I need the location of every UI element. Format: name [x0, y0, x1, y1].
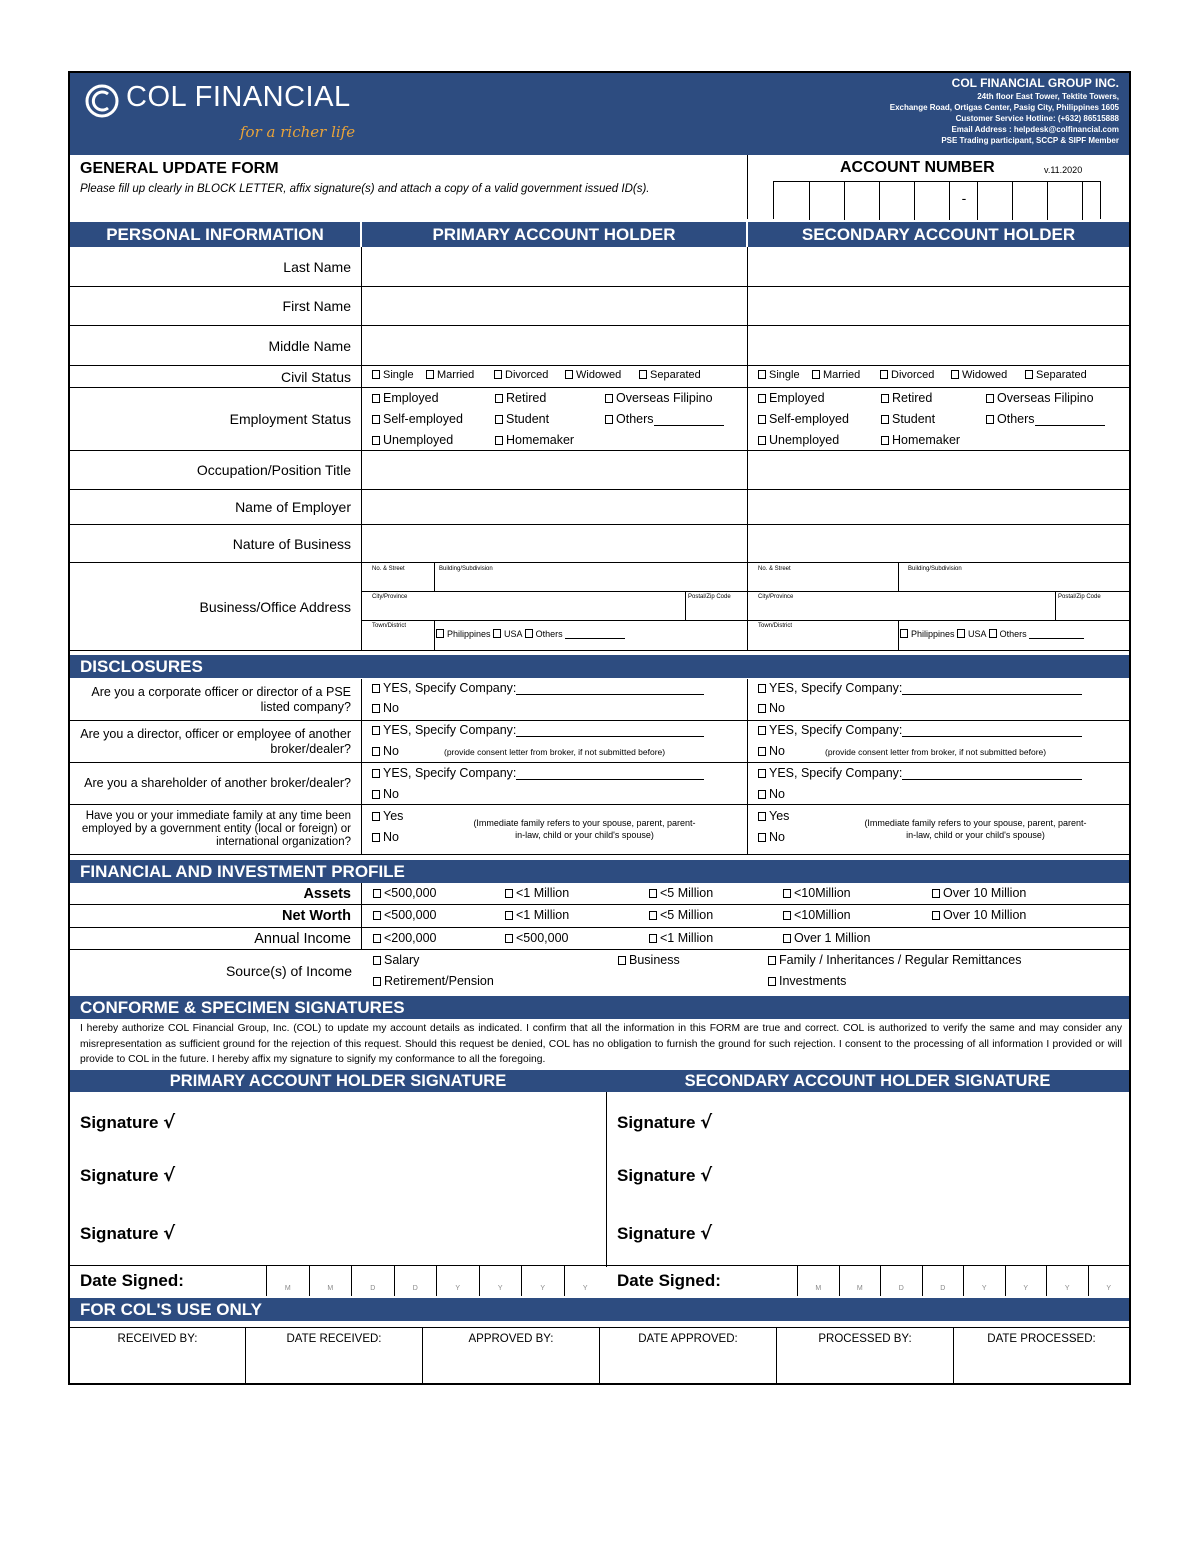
checkbox-retired[interactable]: Retired [495, 391, 546, 405]
date-processed-label: DATE PROCESSED: [987, 1333, 1096, 1345]
postal-caption: Postal/Zip Code [688, 594, 731, 600]
approved-by-label: APPROVED BY: [468, 1333, 554, 1345]
town-caption: Town/District [758, 623, 793, 629]
checkbox-employed[interactable]: Employed [758, 391, 825, 405]
country-options: Philippines USA Others [436, 629, 625, 639]
checkbox-retired[interactable]: Retired [881, 391, 932, 405]
checkbox-networth-1m[interactable]: <1 Million [505, 908, 569, 922]
date-box-d[interactable]: D [922, 1266, 964, 1296]
checkbox-networth-10m[interactable]: <10Million [783, 908, 851, 922]
date-box-m[interactable]: M [309, 1266, 352, 1296]
personal-info-header [70, 222, 1129, 247]
civil-status-row [70, 366, 1129, 388]
checkbox-unemployed[interactable]: Unemployed [372, 433, 453, 447]
date-box-y[interactable]: Y [436, 1266, 479, 1296]
checkbox-no[interactable]: No [758, 744, 785, 758]
processed-by-label: PROCESSED BY: [818, 1333, 912, 1345]
secondary-first-name-field[interactable] [748, 287, 1129, 325]
checkbox-income-1m[interactable]: <1 Million [649, 931, 713, 945]
primary-civil-status [362, 366, 748, 387]
checkbox-yes-specify[interactable]: YES, Specify Company: [372, 766, 704, 780]
secondary-signature-2[interactable]: Signature √ [617, 1165, 713, 1186]
form-instructions: Please fill up clearly in BLOCK LETTER, affix signature(s) and attach a copy of a valid government issued ID(s). [80, 183, 650, 195]
account-number-label: ACCOUNT NUMBER [840, 159, 995, 176]
employer-label: Name of Employer [70, 490, 362, 524]
primary-date-boxes[interactable] [266, 1266, 606, 1296]
last-name-label: Last Name [70, 247, 362, 286]
disclosure-q1-row [70, 679, 1129, 721]
check-icon: √ [163, 1165, 176, 1186]
secondary-q4 [748, 805, 1129, 854]
date-box-y[interactable]: Y [479, 1266, 522, 1296]
check-icon: √ [700, 1223, 713, 1244]
checkbox-assets-5m[interactable]: <5 Million [649, 886, 713, 900]
city-caption: City/Province [758, 594, 794, 600]
checkbox-separated[interactable]: Separated [1025, 369, 1087, 381]
checkbox-homemaker[interactable]: Homemaker [495, 433, 574, 447]
employer-row [70, 490, 1129, 525]
checkbox-others-country[interactable] [525, 629, 533, 638]
street-caption: No. & Street [372, 566, 405, 572]
checkbox-yes[interactable]: Yes [372, 809, 403, 823]
check-icon: √ [163, 1223, 176, 1244]
primary-signature-1[interactable]: Signature √ [80, 1112, 176, 1133]
primary-signature-2[interactable]: Signature √ [80, 1165, 176, 1186]
checkbox-student[interactable]: Student [881, 412, 935, 426]
personal-info-title: PERSONAL INFORMATION [70, 222, 362, 247]
checkbox-yes[interactable]: Yes [758, 809, 789, 823]
processed-by-cell[interactable] [777, 1328, 954, 1384]
col-logo-icon [84, 83, 120, 119]
street-caption: No. & Street [758, 566, 791, 572]
checkbox-no[interactable]: No [372, 787, 399, 801]
first-name-label: First Name [70, 287, 362, 325]
disclosure-q3-row [70, 763, 1129, 805]
secondary-signature-3[interactable]: Signature √ [617, 1223, 713, 1244]
checkbox-retirement[interactable]: Retirement/Pension [373, 974, 494, 988]
primary-middle-name-field[interactable] [362, 326, 748, 365]
secondary-middle-name-field[interactable] [748, 326, 1129, 365]
secondary-last-name-field[interactable] [748, 247, 1129, 286]
postal-caption: Postal/Zip Code [1058, 594, 1101, 600]
date-received-label: DATE RECEIVED: [286, 1333, 382, 1345]
header-band [70, 73, 1129, 155]
checkbox-yes-specify[interactable]: YES, Specify Company: [372, 681, 704, 695]
date-box-m[interactable]: M [266, 1266, 309, 1296]
company-email: Email Address : helpdesk@colfinancial.com [951, 125, 1119, 134]
checkbox-overseas-filipino[interactable]: Overseas Filipino [986, 391, 1094, 405]
checkbox-income-over-1m[interactable]: Over 1 Million [783, 931, 870, 945]
primary-nature-field[interactable] [362, 525, 748, 562]
consent-note: (provide consent letter from broker, if not submitted before) [444, 747, 666, 757]
approved-by-cell[interactable] [423, 1328, 600, 1384]
checkbox-investments[interactable]: Investments [768, 974, 846, 988]
checkbox-overseas-filipino[interactable]: Overseas Filipino [605, 391, 713, 405]
secondary-civil-status [748, 366, 1129, 387]
building-caption: Building/Subdivision [439, 566, 493, 572]
secondary-address-field[interactable] [748, 563, 1129, 650]
business-address-row [70, 563, 1129, 651]
building-caption: Building/Subdivision [908, 566, 962, 572]
checkbox-divorced[interactable]: Divorced [494, 369, 548, 381]
signature-headers [70, 1070, 1129, 1092]
checkbox-no[interactable]: No [372, 701, 399, 715]
date-box-d[interactable]: D [351, 1266, 394, 1296]
checkbox-no[interactable]: No [758, 830, 785, 844]
employment-status-label: Employment Status [70, 388, 362, 450]
net-worth-row [70, 905, 1129, 928]
secondary-q1 [748, 679, 1129, 720]
company-hotline: Customer Service Hotline: (+632) 86515888 [955, 114, 1119, 123]
company-contact [890, 91, 1119, 146]
disclosure-q1-label: Are you a corporate officer or director of a PSE listed company? [70, 679, 362, 720]
date-box-d[interactable]: D [394, 1266, 437, 1296]
date-box-m[interactable]: M [839, 1266, 881, 1296]
secondary-q2 [748, 721, 1129, 762]
check-icon: √ [700, 1112, 713, 1133]
checkbox-married[interactable]: Married [812, 369, 860, 381]
checkbox-others-country[interactable] [989, 629, 997, 638]
account-number-block [748, 155, 1129, 219]
form-page [68, 71, 1131, 1385]
checkbox-business[interactable]: Business [618, 953, 680, 967]
source-of-income-row [70, 950, 1129, 992]
source-of-income-label: Source(s) of Income [225, 963, 352, 979]
date-box-y[interactable]: Y [1046, 1266, 1088, 1296]
disclosure-q4-row [70, 805, 1129, 855]
form-title-block [70, 155, 748, 219]
city-caption: City/Province [372, 594, 408, 600]
checkbox-yes-specify[interactable]: YES, Specify Company: [372, 723, 704, 737]
first-name-row [70, 287, 1129, 326]
checkbox-philippines[interactable] [900, 629, 908, 638]
received-by-label: RECEIVED BY: [117, 1333, 198, 1345]
date-approved-cell[interactable] [600, 1328, 777, 1384]
date-approved-label: DATE APPROVED: [638, 1333, 738, 1345]
checkbox-homemaker[interactable]: Homemaker [881, 433, 960, 447]
nature-of-business-label: Nature of Business [70, 525, 362, 562]
family-note: (Immediate family refers to your spouse, parent, parent-in-law, child or your child's spouse) [864, 818, 1087, 840]
checkbox-networth-5m[interactable]: <5 Million [649, 908, 713, 922]
last-name-row [70, 247, 1129, 287]
checkbox-unemployed[interactable]: Unemployed [758, 433, 839, 447]
checkbox-assets-over-10m[interactable]: Over 10 Million [932, 886, 1026, 900]
secondary-employment-status [748, 388, 1129, 450]
company-member: PSE Trading participant, SCCP & SIPF Member [941, 136, 1119, 145]
date-received-cell[interactable] [246, 1328, 423, 1384]
checkbox-assets-500k[interactable]: <500,000 [373, 886, 436, 900]
date-box-y[interactable]: Y [1005, 1266, 1047, 1296]
secondary-date-boxes[interactable] [797, 1266, 1129, 1296]
checkbox-salary[interactable]: Salary [373, 953, 419, 967]
primary-date-label: Date Signed: [80, 1271, 184, 1290]
primary-q4 [362, 805, 748, 854]
office-use-header: FOR COL'S USE ONLY [70, 1298, 1129, 1321]
checkbox-no[interactable]: No [372, 744, 399, 758]
checkbox-widowed[interactable]: Widowed [565, 369, 621, 381]
checkbox-separated[interactable]: Separated [639, 369, 701, 381]
primary-q3 [362, 763, 748, 804]
primary-first-name-field[interactable] [362, 287, 748, 325]
checkbox-single[interactable]: Single [758, 369, 800, 381]
primary-occupation-field[interactable] [362, 451, 748, 489]
assets-row [70, 883, 1129, 905]
checkbox-philippines[interactable] [436, 629, 444, 638]
disclosures-header: DISCLOSURES [70, 655, 1129, 678]
secondary-occupation-field[interactable] [748, 451, 1129, 489]
checkbox-others[interactable]: Others [986, 412, 1105, 426]
form-version: v.11.2020 [1044, 165, 1083, 175]
consent-note: (provide consent letter from broker, if not submitted before) [825, 747, 1047, 757]
middle-name-label: Middle Name [70, 326, 362, 365]
checkbox-no[interactable]: No [372, 830, 399, 844]
checkbox-student[interactable]: Student [495, 412, 549, 426]
checkbox-yes-specify[interactable]: YES, Specify Company: [758, 766, 1082, 780]
date-box-y[interactable]: Y [521, 1266, 564, 1296]
account-number-boxes[interactable] [773, 181, 1101, 219]
civil-status-label: Civil Status [70, 366, 362, 387]
secondary-holder-title: SECONDARY ACCOUNT HOLDER [801, 225, 1076, 244]
primary-q1 [362, 679, 748, 720]
check-icon: √ [700, 1165, 713, 1186]
occupation-label: Occupation/Position Title [70, 451, 362, 489]
date-box-m[interactable]: M [797, 1266, 839, 1296]
employment-status-row [70, 388, 1129, 451]
checkbox-assets-1m[interactable]: <1 Million [505, 886, 569, 900]
company-name: COL FINANCIAL GROUP INC. [951, 76, 1119, 90]
checkbox-assets-10m[interactable]: <10Million [783, 886, 851, 900]
date-box-d[interactable]: D [880, 1266, 922, 1296]
secondary-date-label: Date Signed: [617, 1271, 721, 1290]
primary-employment-status [362, 388, 748, 450]
checkbox-self-employed[interactable]: Self-employed [758, 412, 849, 426]
annual-income-row [70, 928, 1129, 950]
secondary-nature-field[interactable] [748, 525, 1129, 562]
checkbox-usa[interactable] [957, 629, 965, 638]
checkbox-self-employed[interactable]: Self-employed [372, 412, 463, 426]
family-note: (Immediate family refers to your spouse, parent, parent-in-law, child or your child's spouse) [473, 818, 696, 840]
date-box-y[interactable]: Y [963, 1266, 1005, 1296]
logo-tagline: for a richer life [240, 123, 356, 141]
checkbox-single[interactable]: Single [372, 369, 414, 381]
primary-employer-field[interactable] [362, 490, 748, 524]
logo-text: COL FINANCIAL [126, 81, 351, 113]
checkbox-networth-500k[interactable]: <500,000 [373, 908, 436, 922]
secondary-q3 [748, 763, 1129, 804]
secondary-signature-title: SECONDARY ACCOUNT HOLDER SIGNATURE [684, 1072, 1051, 1090]
date-processed-cell[interactable] [954, 1328, 1129, 1384]
checkbox-widowed[interactable]: Widowed [951, 369, 1007, 381]
checkbox-yes-specify[interactable]: YES, Specify Company: [758, 723, 1082, 737]
country-options: Philippines USA Others [900, 629, 1084, 639]
date-box-y[interactable]: Y [564, 1266, 607, 1296]
check-icon: √ [163, 1112, 176, 1133]
primary-signature-3[interactable]: Signature √ [80, 1223, 176, 1244]
town-caption: Town/District [372, 623, 407, 629]
checkbox-family-inheritance[interactable]: Family / Inheritances / Regular Remittances [768, 953, 1021, 967]
date-box-y[interactable]: Y [1088, 1266, 1130, 1296]
checkbox-no[interactable]: No [758, 701, 785, 715]
account-dash: - [961, 190, 967, 206]
primary-q2 [362, 721, 748, 762]
received-by-cell[interactable] [70, 1328, 246, 1384]
checkbox-income-500k[interactable]: <500,000 [505, 931, 568, 945]
disclosure-q2-row [70, 721, 1129, 763]
checkbox-divorced[interactable]: Divorced [880, 369, 934, 381]
business-address-label: Business/Office Address [70, 563, 362, 650]
checkbox-yes-specify[interactable]: YES, Specify Company: [758, 681, 1082, 695]
checkbox-no[interactable]: No [758, 787, 785, 801]
disclosure-q3-label: Are you a shareholder of another broker/dealer? [70, 763, 362, 804]
primary-holder-title: PRIMARY ACCOUNT HOLDER [362, 222, 748, 247]
financial-header: FINANCIAL AND INVESTMENT PROFILE [70, 860, 1129, 883]
disclosure-q2-label: Are you a director, officer or employee of another broker/dealer? [70, 721, 362, 762]
conforme-text: I hereby authorize COL Financial Group, Inc. (COL) to update my account details as indicated. I confirm that all the information in this FORM are true and correct. COL is authorized to verify the same and may consider any misrepresentation as sufficient ground for the rejection of this request. Should this request be denied, COL has no obligation to furnish the ground for such rejection. I consent to the processing of all information I provided or will provide to COL in the future. I hereby affix my signature to signify my conformance to all the foregoing. [80, 1023, 1122, 1065]
net-worth-label: Net Worth [70, 905, 362, 927]
primary-last-name-field[interactable] [362, 247, 748, 286]
conforme-header: CONFORME & SPECIMEN SIGNATURES [70, 996, 1129, 1019]
form-title: GENERAL UPDATE FORM [80, 160, 279, 177]
disclosure-q4-label: Have you or your immediate family at any time been employed by a government entity (local or foreign) or international organization? [70, 805, 362, 854]
assets-label: Assets [70, 883, 362, 904]
checkbox-usa[interactable] [493, 629, 501, 638]
checkbox-networth-over-10m[interactable]: Over 10 Million [932, 908, 1026, 922]
company-address-1: 24th floor East Tower, Tektite Towers, [977, 92, 1119, 101]
checkbox-others[interactable]: Others [605, 412, 724, 426]
office-use-table [70, 1327, 1129, 1383]
secondary-signature-1[interactable]: Signature √ [617, 1112, 713, 1133]
annual-income-label: Annual Income [70, 928, 362, 949]
checkbox-income-200k[interactable]: <200,000 [373, 931, 436, 945]
secondary-employer-field[interactable] [748, 490, 1129, 524]
nature-of-business-row [70, 525, 1129, 563]
checkbox-married[interactable]: Married [426, 369, 474, 381]
checkbox-employed[interactable]: Employed [372, 391, 439, 405]
primary-address-field[interactable] [362, 563, 748, 650]
company-address-2: Exchange Road, Ortigas Center, Pasig City, Philippines 1605 [889, 103, 1119, 112]
primary-signature-title: PRIMARY ACCOUNT HOLDER SIGNATURE [169, 1072, 507, 1090]
occupation-row [70, 451, 1129, 490]
middle-name-row [70, 326, 1129, 366]
